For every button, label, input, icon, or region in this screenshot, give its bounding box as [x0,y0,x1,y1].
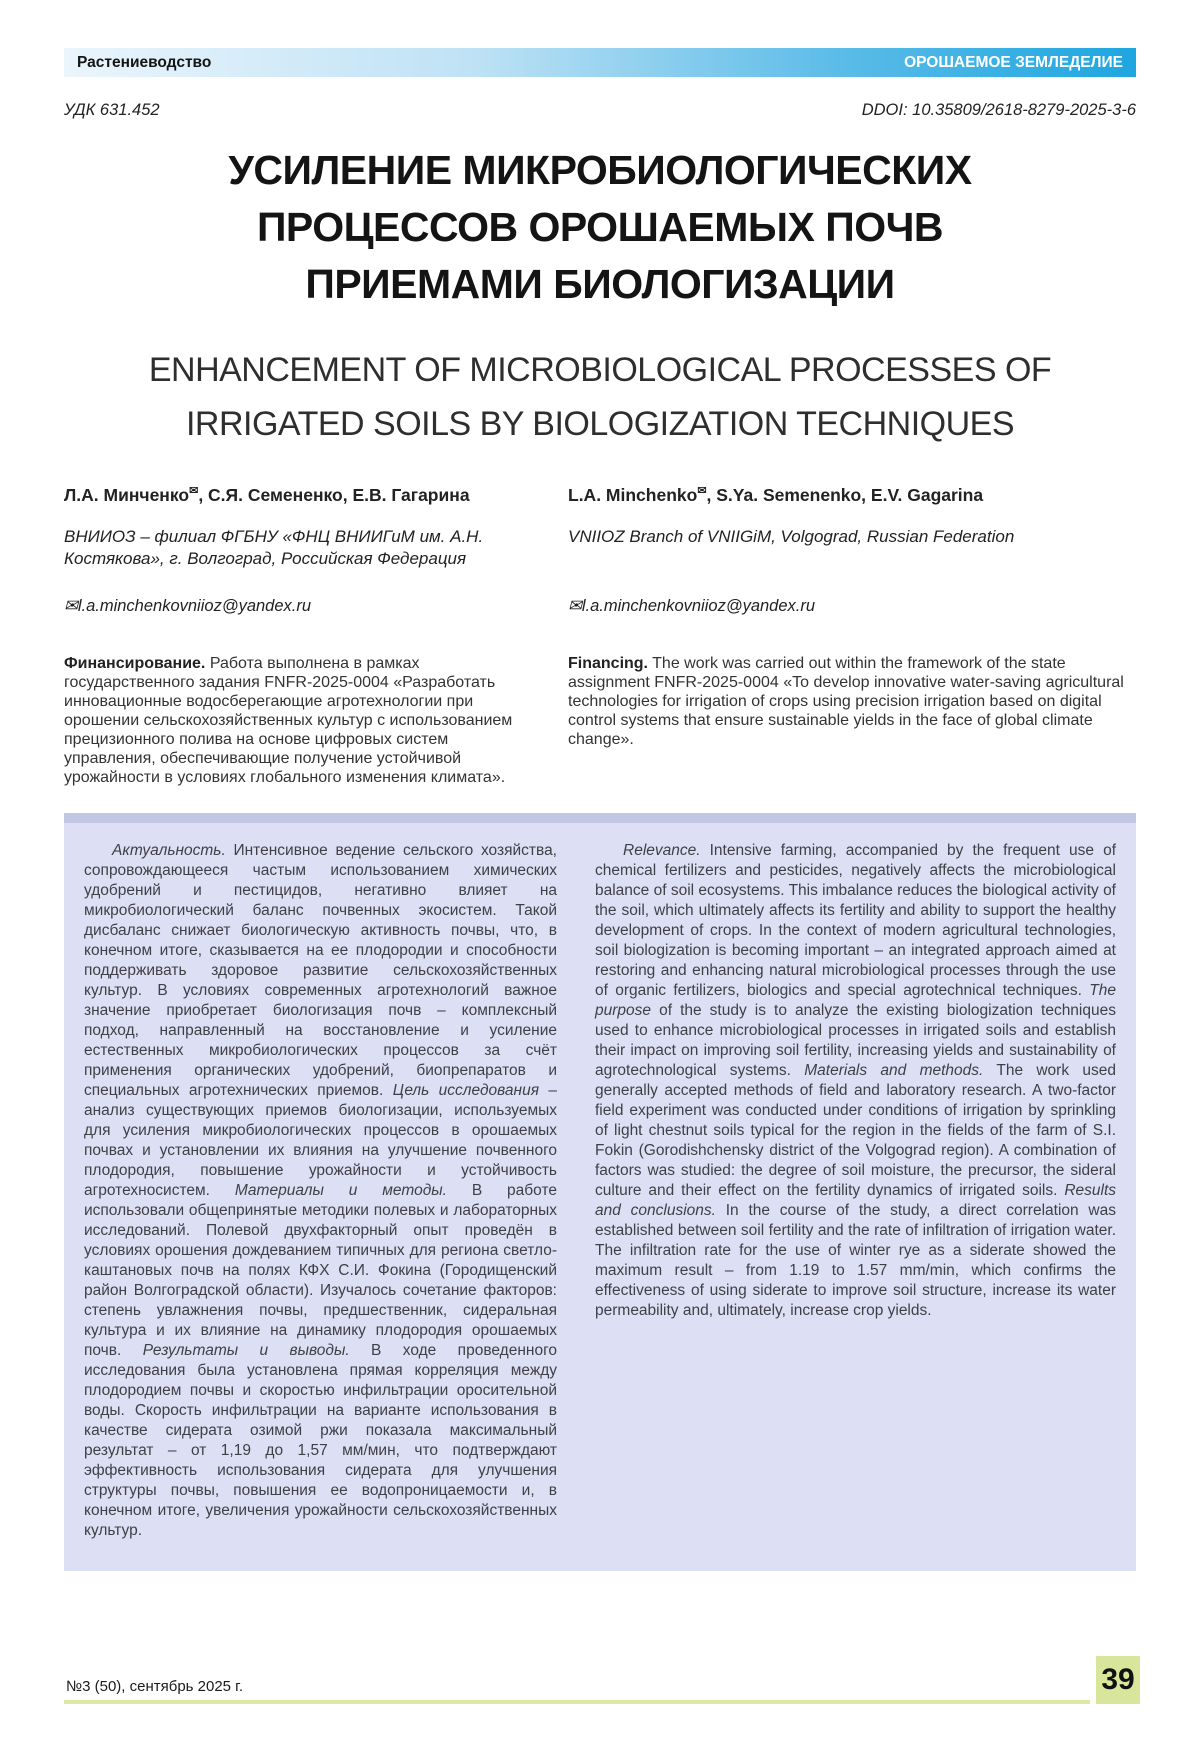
title-en-line: ENHANCEMENT OF MICROBIOLOGICAL PROCESSES OF [148,351,1052,389]
author-name: Л.А. Минченко [64,485,190,505]
author-name: L.A. Minchenko [568,485,698,505]
email-link[interactable]: l.a.minchenkovniioz@yandex.ru [581,597,816,615]
author-names-rest: , С.Я. Семененко, Е.В. Гагарина [198,485,470,505]
financing-ru [64,654,538,787]
authors-row [64,485,1136,506]
journal-page [0,48,1200,1745]
abstract-box-top-strip [64,813,1136,823]
abstract-segment: В работе использовали общепринятые методики полевых и лабораторных исследований. Полевой двухфакторный опыт проведён в условиях орошения дождеванием типичных для региона светло-каштановых почв на полях КФХ С.И. Фокина (Городищенский район Волгоградской области). Изучалось сочетание факторов: степень увлажнения почвы, предшественник, сидеральная культура и их влияние на динамику плодородия орошаемых почв. [84,1182,557,1359]
author-names-rest: , S.Ya. Semenenko, E.V. Gagarina [706,485,984,505]
abstract-segment: of the study is to analyze the existing biologization techniques used to enhance microbiological processes in irrigated soils and establish their impact on improving soil fertility, increasing yields and sustainability of agrotechnological systems. [595,1002,1116,1079]
financing-row [64,654,1136,787]
financing-label: Финансирование. [64,655,206,672]
abstract-segment: Materials and methods. [804,1062,984,1079]
footer-rule [64,1700,1090,1704]
meta-row [64,101,1136,120]
affiliation-en: VNIIOZ Branch of VNIIGiM, Volgograd, Russian Federation [568,527,1015,546]
title-ru-line: УСИЛЕНИЕ МИКРОБИОЛОГИЧЕСКИХ [228,147,972,193]
abstract-segment: The purpose [595,982,1116,1019]
article-title-en [64,343,1136,451]
envelope-icon: ✉ [189,485,199,498]
doi-code: DDOI: 10.35809/2618-8279-2025-3-6 [861,101,1136,119]
title-ru-line: ПРОЦЕССОВ ОРОШАЕМЫХ ПОЧВ [256,204,944,250]
envelope-icon: ✉ [568,597,582,615]
envelope-icon: ✉ [64,597,78,615]
abstract-columns [84,841,1116,1541]
abstract-segment: Материалы и методы. [234,1182,447,1199]
abstract-box [64,813,1136,1571]
email-row [64,596,1136,616]
authors-en [568,485,1136,506]
issue-info: №3 (50), сентябрь 2025 г. [66,1678,243,1695]
section-label: ОРОШАЕМОЕ ЗЕМЛЕДЕЛИЕ [904,53,1123,71]
abstract-segment: Интенсивное ведение сельского хозяйства, сопровождающееся частым использованием химических удобрений и пестицидов, негативно влияет на микробиологический баланс почвенных экосистем. Такой дисбаланс снижает биологическую активность почвы, что, в конечном итоге, сказывается на ее плодородии и способности поддерживать здоровое развитие сельскохозяйственных культур. В условиях современных агротехнологий важное значение приобретает биологизация почв – комплексный подход, направленный на восстановление и усиление естественных микробиологических процессов за счёт применения органических удобрений, биопрепаратов и специальных агротехнических приемов. [84,842,557,1099]
abstract-segment: Results and conclusions. [595,1182,1116,1219]
article-title-ru [64,142,1136,313]
envelope-icon: ✉ [697,485,707,498]
financing-en [568,654,1136,787]
title-en-line: IRRIGATED SOILS BY BIOLOGIZATION TECHNIQUES [185,405,1015,443]
title-ru-line: ПРИЕМАМИ БИОЛОГИЗАЦИИ [305,261,895,307]
affiliation-row [64,526,1136,570]
page-number: 39 [1101,1663,1135,1696]
email-link[interactable]: l.a.minchenkovniioz@yandex.ru [77,597,312,615]
abstract-segment: Результаты и выводы. [142,1342,350,1359]
udk-code: УДК 631.452 [64,101,160,119]
rubric-label: Растениеводство [77,53,212,71]
abstract-segment: Цель исследования [392,1082,539,1099]
financing-text: Работа выполнена в рамках государственного задания FNFR-2025-0004 «Разработать инновационные водосберегающие агротехнологии при орошении сельскохозяйственных культур с использованием прецизионного полива на основе цифровых систем управления, обеспечивающие получение устойчивой урожайности в условиях глобального изменения климата». [64,655,513,786]
abstract-ru [84,841,557,1541]
abstract-segment: Relevance. [623,842,701,859]
abstract-segment: In the course of the study, a direct correlation was established between soil fertility and the rate of infiltration of irrigation water. The infiltration rate for the use of winter rye as a siderate showed the maximum result – from 1.19 to 1.57 mm/min, which confirms the effectiveness of using siderate to improve soil structure, increase its water permeability and, ultimately, increase crop yields. [595,1202,1116,1319]
abstract-segment: В ходе проведенного исследования была установлена прямая корреляция между плодородием почвы и скоростью инфильтрации оросительной воды. Скорость инфильтрации на варианте использования в качестве сидерата озимой ржи показала максимальный результат – от 1,19 до 1,57 мм/мин, что подтверждают эффективность использования сидерата для улучшения структуры почвы, повышения ее водопроницаемости и, в конечном итоге, увеличения урожайности сельскохозяйственных культур. [84,1342,557,1539]
abstract-segment: The work used generally accepted methods of field and laboratory research. A two-factor field experiment was conducted under conditions of irrigation by sprinkling of light chestnut soils typical for the region in the fields of the farm of S.I. Fokin (Gorodishchensky district of the Volgograd region). A combination of factors was studied: the degree of soil moisture, the precursor, the sideral culture and their effect on the fertility dynamics of irrigated soils. [595,1062,1117,1199]
affiliation-ru: ВНИИОЗ – филиал ФГБНУ «ФНЦ ВНИИГиМ им. А.Н. Костякова», г. Волгоград, Российская Федерация [64,527,484,568]
abstract-segment: Актуальность. [112,842,226,859]
email-ru [64,596,538,616]
financing-text: The work was carried out within the framework of the state assignment FNFR-2025-0004 «To develop innovative water-saving agricultural technologies for irrigation of crops using precision irrigation based on digital control systems that ensure sustainable yields in the face of global climate change». [568,655,1124,748]
email-en [568,596,1136,616]
financing-label: Financing. [568,655,648,672]
abstract-en [595,841,1116,1541]
abstract-segment: – анализ существующих приемов биологизации, используемых для усиления микробиологических процессов в орошаемых почвах и установлении их влияния на улучшение почвенного плодородия, повышение урожайности и устойчивость агротехносистем. [84,1082,557,1199]
section-header-band [64,48,1136,77]
authors-ru [64,485,538,506]
abstract-segment: Intensive farming, accompanied by the frequent use of chemical fertilizers and pesticides, negatively affects the microbiological balance of soil ecosystems. This imbalance reduces the biological activity of the soil, which ultimately affects its fertility and ability to support the healthy development of crops. In the context of modern agricultural technologies, soil biologization is becoming important – an integrated approach aimed at restoring and enhancing natural microbiological processes through the use of organic fertilizers, biologics and special agrotechnical techniques. [595,842,1116,999]
